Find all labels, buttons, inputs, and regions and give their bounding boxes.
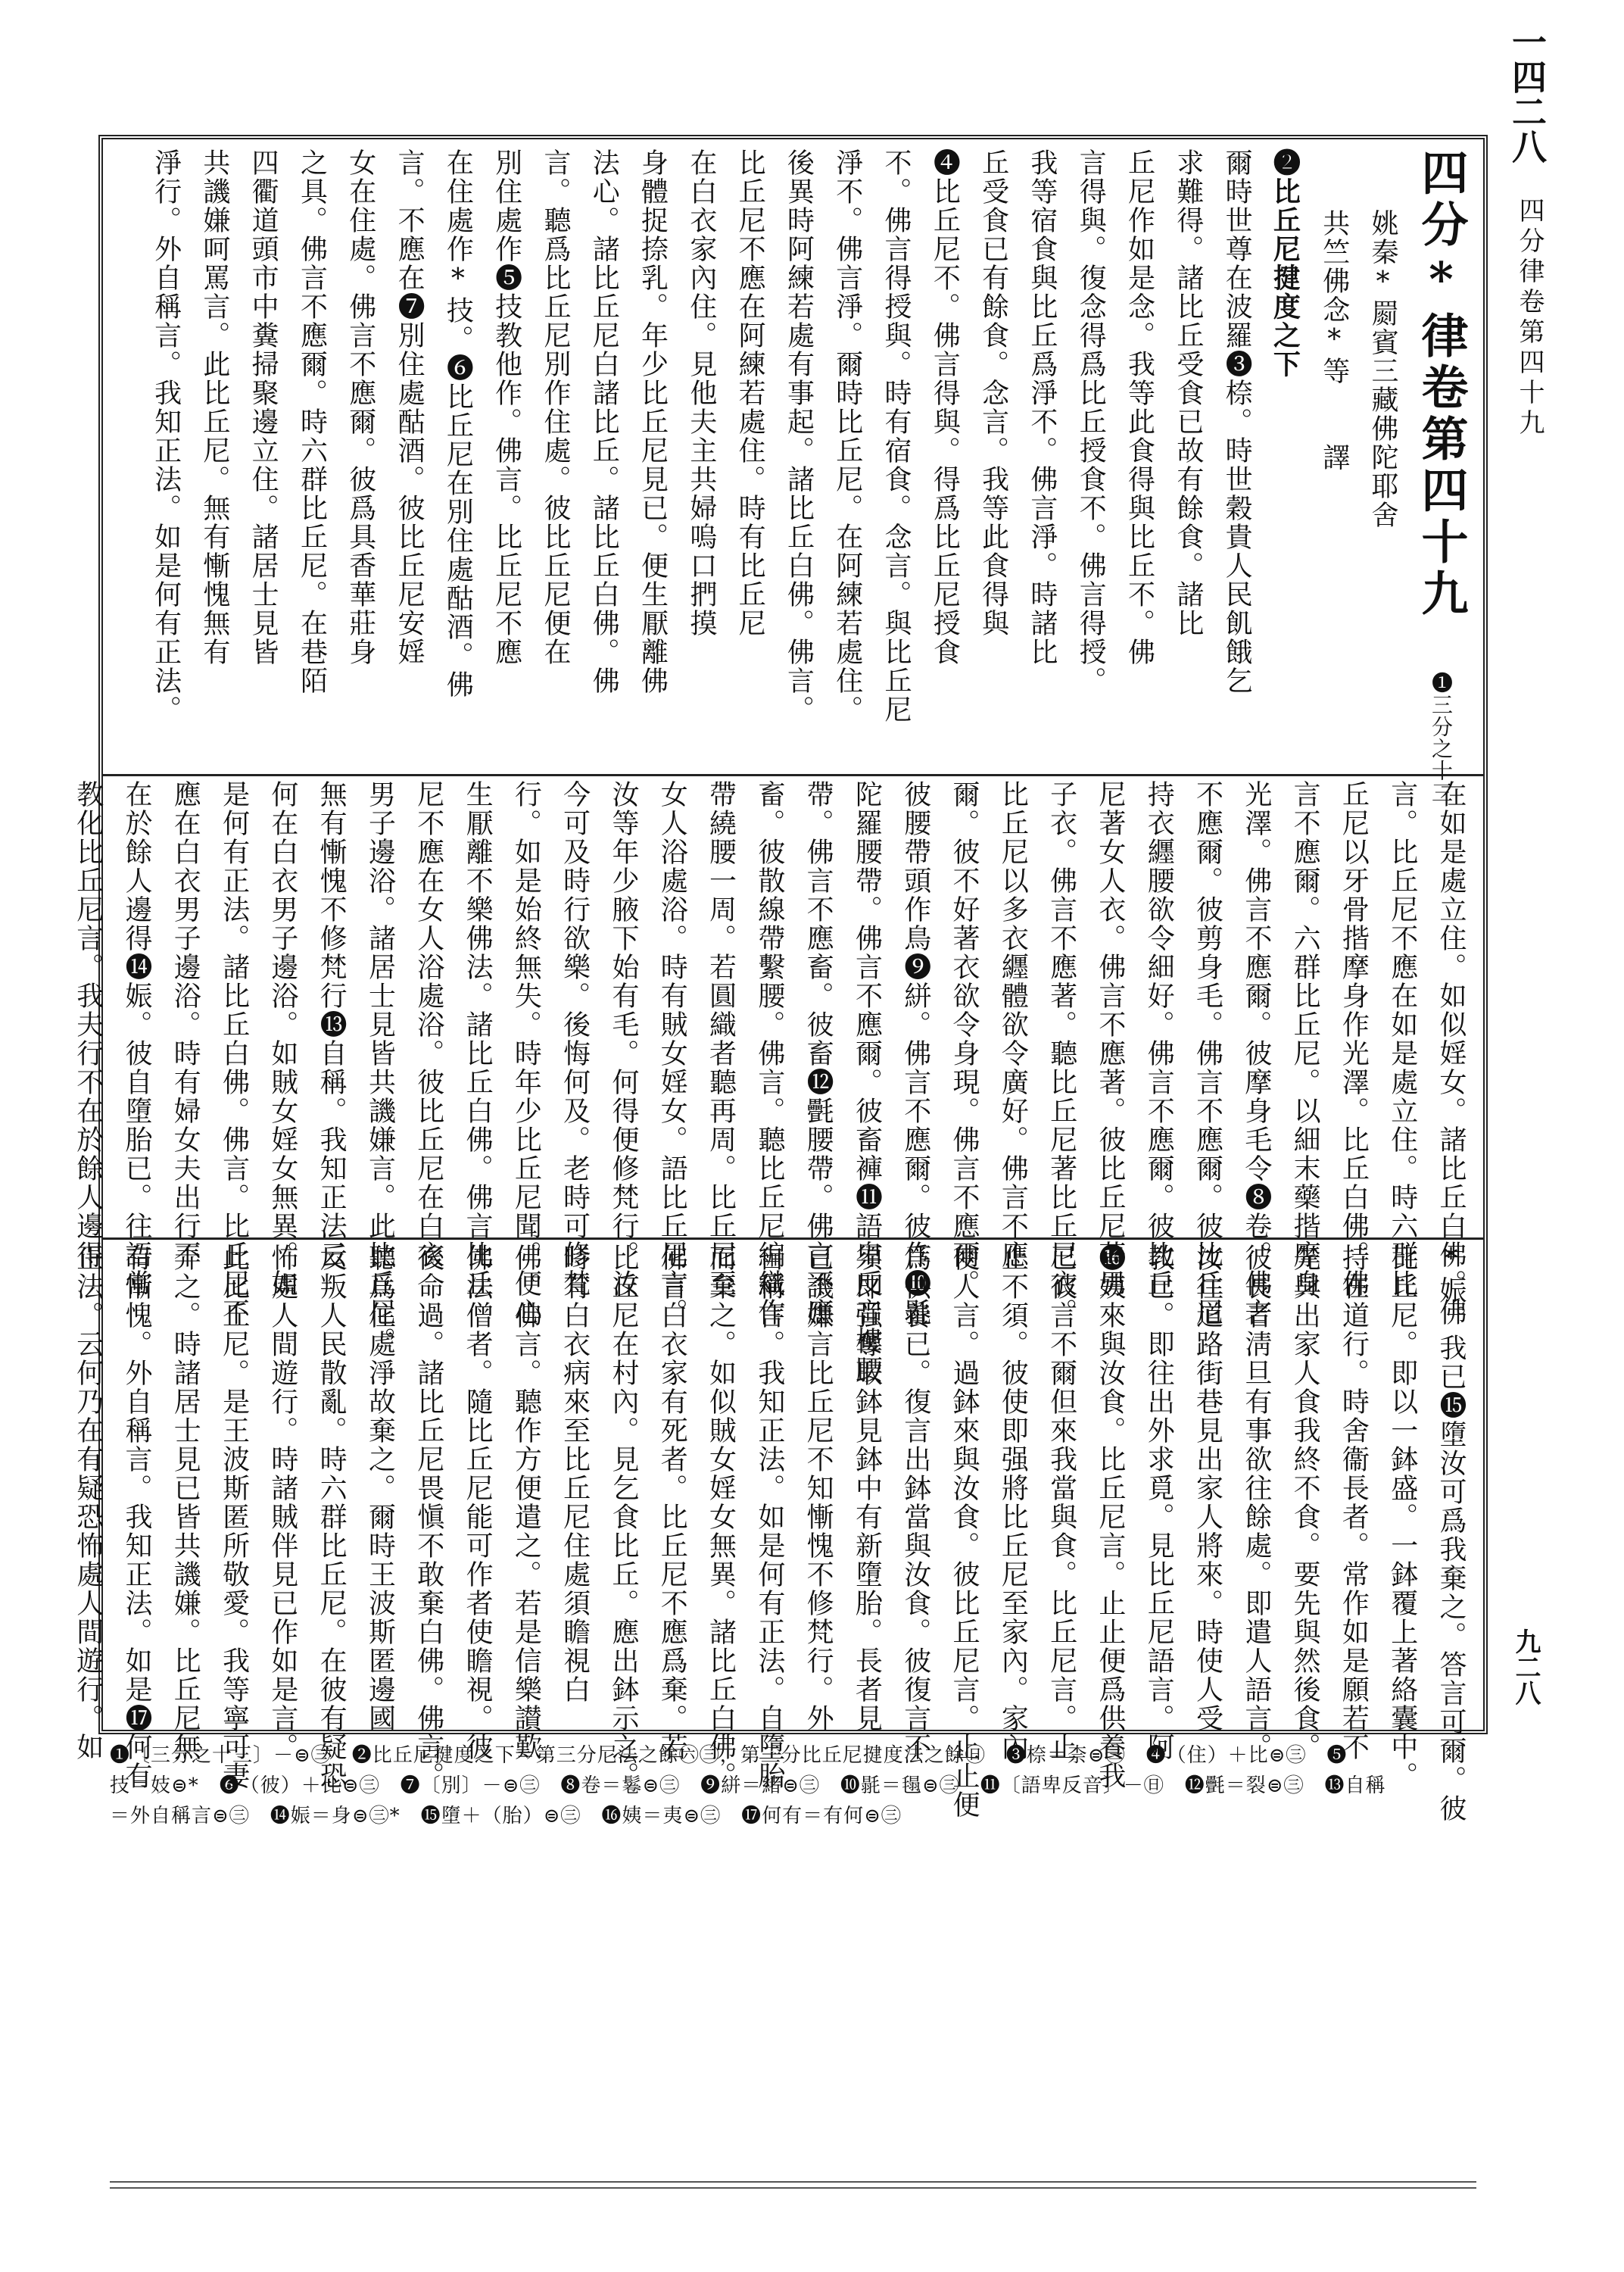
text-line: 畜。彼散線帶繫腰。佛言。聽比丘尼編織作 [753,780,785,1327]
text-line: 彼長者淸旦有事欲往餘處。即遣人語言。 [1240,1244,1272,1762]
text-line: 不。佛言得授與。時有宿食。念言。與比丘尼 [881,148,912,724]
text-line: 在白衣家內住。見他夫主共婦嗚口捫摸 [685,148,717,638]
text-line: 應在白衣男子邊浴。時有婦女夫出行不 [170,780,201,1269]
text-line: 後命過。諸比丘尼畏愼不敢棄白佛。佛言。 [413,1244,444,1790]
text-line: 光澤。佛言不應爾。彼摩身毛令❽卷。佛言 [1240,780,1272,1327]
text-line: 而棄之。如似賊女婬女無異。諸比丘白佛。 [705,1244,737,1790]
text-line: 怖處人間遊行。時諸賊伴見已作如是言。 [267,1244,298,1762]
text-line: 尼著女人衣。佛言不應著。彼比丘尼著男 [1094,780,1126,1298]
text-line: 丘尼以牙骨揩摩身作光澤。比丘白佛。佛 [1338,780,1370,1298]
text-line: ⓰姨來與汝食。比丘尼言。止止便爲供養我 [1094,1244,1126,1790]
text-line: 言。比丘尼不應在如是處立住。時六群比 [1386,780,1418,1298]
band-divider-2 [103,1237,1483,1240]
text-line: 男子邊浴。諸居士見皆共譏嫌言。此比丘尼。 [364,780,396,1356]
text-line: 佛法僧者。隨比丘尼能可作者使瞻視。彼 [462,1244,494,1762]
footnotes [110,1740,1473,1839]
text-line: 後異時阿練若處有事起。諸比丘白佛。佛言。 [783,148,815,724]
text-line: 女人浴處浴。時有賊女婬女。語比丘尼言。 [656,780,688,1327]
text-line: 言。聽爲比丘尼別作住處。彼比丘尼便在 [539,148,571,666]
text-line: 佛言白衣家有死者。比丘尼不應爲棄。若 [656,1244,688,1762]
text-line: 彼腰帶頭作鳥❾絣。佛言不應爾。彼作❿毾 [899,780,931,1327]
running-title: 四分律卷第四十九 [1514,197,1545,439]
text-line: 無有慚愧不修梵行⓭自稱。我知正法云 [316,780,348,1269]
text-line: 比丘尼。即以一鉢盛。一鉢覆上著絡囊中。 [1386,1244,1418,1790]
text-line: 有慚愧。外自稱言。我知正法。如是⓱何有 [120,1244,152,1790]
text-line: 陀羅腰帶。佛言不應爾。彼畜褲⓫語卑反音樓腰 [851,780,883,1384]
text-line: 不應爾。彼剪身毛。佛言不應爾。彼比丘尼 [1192,780,1223,1327]
text-line: 比丘尼不應在阿練若處住。時有比丘尼 [734,148,766,638]
text-line: 教化比丘尼言。我夫行不在於餘人邊得 [72,780,104,1269]
text-line: 別住處作❺技教他作。佛言。比丘尼不應 [491,148,522,666]
bottom-rule-2 [110,2187,1476,2189]
volume-note: ❶三分之十三 [1429,672,1454,804]
text-line: 在於餘人邊得⓮娠。彼自墮胎已。往語常 [120,780,152,1298]
text-line: 丘尼作如是念。我等此食得與比丘不。佛 [1124,148,1155,666]
footnote-line: 技＝妓⊜* ❻（彼）＋比⊜㊂ ❼〔別〕－⊜㊂ ❽卷＝鬈⊜㊂ ❾絣＝緒⊜㊂ ❿毾＝㲩⊜㊂ ⓫〔語卑反音〕－㊐ ⓬㲲＝裂⊜㊂ ⓭自稱 [110,1774,1386,1797]
text-line: 言。不應在❼別住處酤酒。彼比丘尼安婬 [394,148,425,666]
text-line: 丘受食已有餘食。念言。我等此食得與 [977,148,1009,638]
text-line: 教已。即往出外求覓。見比丘尼語言。阿 [1143,1244,1175,1762]
text-line: 行。如是始終無失。時年少比丘尼聞。便心 [510,780,542,1327]
text-line: 持衣纒腰欲令細好。佛言不應爾。彼比丘 [1143,780,1175,1298]
middle-text-band [72,780,1475,1384]
text-line: 在如是處立住。如似婬女。諸比丘白佛。佛 [1435,780,1467,1327]
title-text: 四分*律卷第四十九 [1414,148,1469,620]
band-divider-1 [103,774,1483,776]
footnote-line: ＝外自稱言⊜㊂ ⓮娠＝身⊜㊂* ⓯墮＋（胎）⊜㊂ ⓰姨＝夷⊜㊂ ⓱何有＝有何⊜㊂ [110,1805,902,1827]
top-text-band [112,148,1475,804]
footnote-line: ❶〔三分之十三〕－⊜㊂ ❷比丘尼揵度之下＝第三分尼法之餘㊅㊂，第三分比丘尼揵度法之餘㊐ ❸㮈＝柰⊜㊂ ❹（住）＋比⊜㊂ ❺ [110,1744,1348,1767]
text-line: 生厭離不樂佛法。諸比丘白佛。佛言比丘 [462,780,494,1298]
text-line: 止不須。彼使即强將比丘尼至家內。家內 [997,1244,1029,1762]
text-line: 淨行。外自稱言。我知正法。如是何有正法。 [150,148,182,724]
text-line: ❹比丘尼不。佛言得與。得爲比丘尼授食 [929,148,961,666]
text-line: 何在白衣男子邊浴。如賊女婬女無異。如 [267,780,298,1298]
text-line: 先與出家人食我終不食。要先與然後食。 [1289,1244,1321,1762]
section-title: ❷比丘尼揵度之下 [1269,148,1301,379]
text-line: 之具。佛言不應爾。時六群比丘尼。在巷陌 [296,148,328,695]
text-line: 言不應爾。六群比丘尼。以細末藥揩摩身 [1289,780,1321,1298]
text-line: 汝往道路街巷見出家人將來。時使人受 [1192,1244,1223,1733]
text-line: 爾時世尊在波羅❸㮈。時世穀貴人民飢餓乞 [1221,148,1253,695]
text-line: 爲供養已。復言出鉢當與汝食。彼復言不 [899,1244,931,1762]
text-line: 淨不。佛言淨。爾時比丘尼。在阿練若處住。 [831,148,863,724]
text-line: 在住處作*技。❻比丘尼在別住處酤酒。佛 [442,148,474,699]
text-line: 時有白衣病來至比丘尼住處須瞻視白 [559,1244,591,1704]
text-line: 反叛人民散亂。時六群比丘尼。在彼有疑恐 [316,1244,348,1790]
text-line: 今可及時行欲樂。後悔何及。老時可修梵 [559,780,591,1298]
text-line: 須即强奪取鉢見鉢中有新墮胎。長者見 [851,1244,883,1733]
translator-line-2: 共竺佛念*等 譯 [1318,209,1350,472]
text-line: 法心。諸比丘尼白諸比丘。諸比丘白佛。佛 [588,148,620,695]
text-line: 求難得。諸比丘受食已故有餘食。諸比 [1172,148,1204,638]
text-line: 爾。彼不好著衣欲令身現。佛言不應爾。 [949,780,980,1298]
text-line: 持在道行。時舍衞長者。常作如是願若不 [1338,1244,1370,1762]
text-line: 已彼言不爾但來我當與食。比丘尼言。止 [1046,1244,1077,1762]
text-line: 比丘尼以多衣纒體欲令廣好。佛言不應 [997,780,1029,1269]
text-line: 正法。云何乃在有疑恐怖處人間遊行。如 [72,1244,104,1762]
text-line: 自稱言。我知正法。如是何有正法。自墮胎 [753,1244,785,1790]
text-line: 比丘尼在村內。見乞食比丘。應出鉢示之。 [607,1244,639,1790]
scroll-title [1407,148,1475,804]
text-line: 尼不應在女人浴處浴。彼比丘尼在白衣 [413,780,444,1269]
text-line: 佛。佛言。聽作方便遣之。若是信樂讃歎 [510,1244,542,1762]
page-number-side: 九二八 [1510,1628,1541,1706]
bottom-rule-1 [110,2181,1476,2183]
page-number-top: 一四二八 [1507,24,1548,164]
text-line: 言得與。復念得爲比丘授食不。佛言得授。 [1075,148,1107,695]
text-line: 聽爲住處淨故棄之。爾時王波斯匿邊國 [364,1244,396,1733]
text-line: 四衢道頭市中糞掃聚邊立住。諸居士見皆 [248,148,279,666]
text-line: 此比丘尼。是王波斯匿所敬愛。我等寧可妻 [218,1244,250,1790]
text-line: *娠。我已⓯墮汝可爲我棄之。答言可爾。彼 [1435,1244,1467,1823]
translator-line-1: 姚秦*罽賓三藏佛陀耶舍 [1367,209,1398,529]
text-line: 已譏嫌言比丘尼不知慚愧不修梵行。外 [803,1244,834,1733]
text-line: 身體捉捺乳。年少比丘尼見已。便生厭離佛 [637,148,669,695]
text-line: 使人言。過鉢來與汝食。彼比丘尼言。止止便 [949,1244,980,1819]
text-line: 汝等年少腋下始有毛。何得便修梵行。汝 [607,780,639,1298]
text-line: 弄之。時諸居士見已皆共譏嫌。比丘尼無 [170,1244,201,1762]
text-line: 女在住處。佛言不應爾。彼爲具香華莊身 [344,148,376,666]
text-line: 共譏嫌呵罵言。此比丘尼。無有慚愧無有 [198,148,230,666]
text-line: 子衣。佛言不應著。聽比丘尼著比丘尼衣。 [1046,780,1077,1327]
text-line: 我等宿食與比丘爲淨不。佛言淨。時諸比 [1026,148,1058,666]
text-line: 帶繞腰一周。若圓織者聽再周。比丘尼至 [705,780,737,1298]
text-line: 是何有正法。諸比丘白佛。佛言。比丘尼不 [218,780,250,1327]
text-line: 帶。佛言不應畜。彼畜⓬㲲腰帶。佛言不應 [803,780,834,1327]
